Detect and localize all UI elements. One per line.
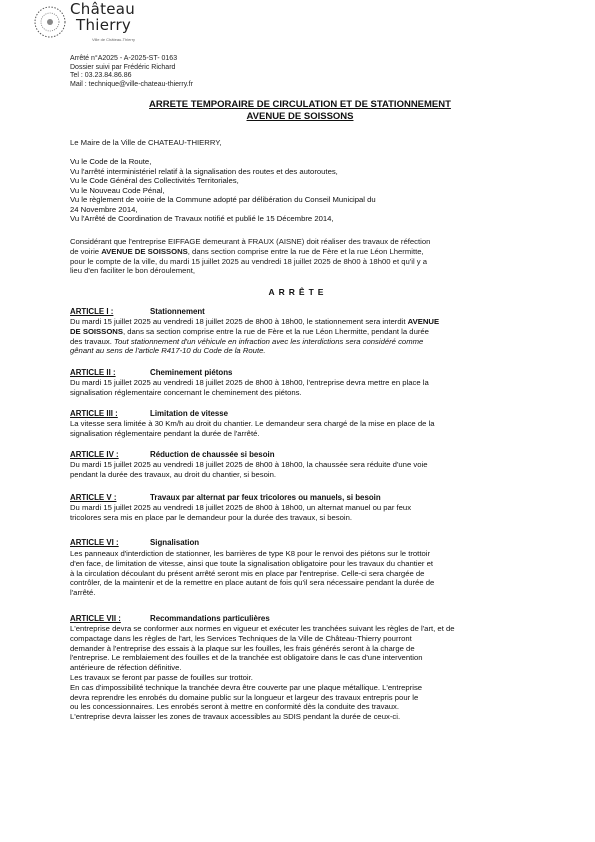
logo-text-line2: Thierry (76, 16, 132, 34)
reference-number: Arrêté n°A2025 - A-2025-ST- 0163 (70, 55, 178, 62)
intro-text: Le Maire de la Ville de CHATEAU-THIERRY, (70, 138, 222, 147)
document-subtitle: AVENUE DE SOISSONS (246, 111, 354, 122)
article-heading: ARTICLE VI : Signalisation (70, 538, 200, 547)
visa-line: Vu l'Arrêté de Coordination de Travaux notifié et publié le 15 Décembre 2014, (70, 214, 334, 223)
city-logo (32, 0, 172, 50)
document-title: ARRETE TEMPORAIRE DE CIRCULATION ET DE STATIONNEMENT (149, 99, 451, 110)
visa-line: 24 Novembre 2014, (70, 204, 138, 214)
article-body: La vitesse sera limitée à 30 Km/h au droit du chantier. Le demandeur sera chargé de la mise en place de la signalisation réglementaire pendant la durée de l'arrêté. (70, 419, 435, 438)
reference-mail: Mail : technique@ville-chateau-thierry.fr (70, 80, 193, 88)
visa-line: Vu le règlement de voirie de la Commune adopté par délibération du Conseil Municipal du (70, 195, 376, 204)
article-heading: ARTICLE I : Stationnement (70, 307, 205, 316)
article-body: Du mardi 15 juillet 2025 au vendredi 18 juillet 2025 de 8h00 à 18h00, un alternat manuel ou par feux tricolores sera mis en place par le demandeur pour la durée des travaux, si besoin. (70, 503, 412, 522)
article-body: L'entreprise devra se conformer aux normes en vigueur et exécuter les tranchées suivant les règles de l'art, et de compactage dans les règles de l'art, les Services Techniques de la Ville de Château-Thierry pourront demander à l'entreprise des essais à la plaque sur les fouilles, les frais générés seront à la charge de l'entreprise. Le remblaiement des fouilles et de la tranchée est obligatoire dans le cas d'une intervention antérieure de réfection définitive. Les travaux se feront par passe de fouilles sur trottoir. En cas d'impossibilité technique la tranchée devra être couverte par une plaque métallique. L'entreprise devra reprendre les enrobés du domaine public sur la longueur et largeur des travaux entrepris pour le ou les concessionnaires. Les enrobés seront à mettre en conformité dès la conduite des travaux. L'entreprise devra laisser les zones de travaux accessibles au SDIS pendant la durée de ceux-ci. (70, 624, 455, 722)
article-heading: ARTICLE VII : Recommandations particulières (70, 614, 270, 623)
arrete-heading: ARRÊTE (268, 287, 328, 297)
visa-line: Vu l'arrêté interministériel relatif à la signalisation des routes et des autoroutes, (70, 166, 338, 176)
visa-line: Vu le Code de la Route, (70, 157, 152, 166)
considerant-paragraph: Considérant que l'entreprise EIFFAGE demeurant à FRAUX (AISNE) doit réaliser des travaux de réfection de voirie AVENUE DE SOISSONS, dans section comprise entre la rue de Fère et la rue Léon Lhermitte, pour le compte de la ville, du mardi 15 juillet 2025 au vendredi 18 juillet 2025 de 8h00 à 18h00 et qu'il y a lieu d'en faciliter le bon déroulement, (70, 237, 431, 276)
article-heading: ARTICLE II : Cheminement piétons (70, 368, 233, 377)
article-body: Du mardi 15 juillet 2025 au vendredi 18 juillet 2025 de 8h00 à 18h00, la chaussée sera réduite d'une voie pendant la durée des travaux, au droit du chantier, si besoin. (70, 460, 428, 479)
article-body: Du mardi 15 juillet 2025 au vendredi 18 juillet 2025 de 8h00 à 18h00, le stationnement sera interdit AVENUE DE SOISSONS, dans sa section comprise entre la rue de Fère et la rue Léon Lhermitte, pendant la durée des travaux. Tout stationnement d'un véhicule en infraction avec les interdictions sera considéré comme gênant au sens de l'article R417-10 du Code de la Route. (70, 317, 440, 356)
article-heading: ARTICLE V : Travaux par alternat par feux tricolores ou manuels, si besoin (70, 493, 381, 502)
logo-tagline: Ville de Château-Thierry (92, 37, 136, 42)
logo-emblem-icon (32, 2, 68, 44)
article-body: Du mardi 15 juillet 2025 au vendredi 18 juillet 2025 de 8h00 à 18h00, l'entreprise devra mettre en place la signalisation réglementaire concernant le cheminement des piétons. (70, 378, 429, 397)
article-body: Les panneaux d'interdiction de stationner, les barrières de type K8 pour le renvoi des piétons sur le trottoir d'en face, de limitation de vitesse, ainsi que toute la signalisation obligatoire pour les travaux du chantier et à la circulation découlant du présent arrêté seront mis en place par l'entreprise. Celle-ci sera chargée de contrôler, de la maintenir et de la remettre en place autant de fois qu'il sera nécessaire pendant la durée de l'arrêté. (70, 549, 435, 598)
article-heading: ARTICLE III : Limitation de vitesse (70, 409, 229, 418)
visa-line: Vu le Nouveau Code Pénal, (70, 185, 165, 195)
reference-tel: Tel : 03.23.84.86.86 (70, 72, 132, 79)
article-heading: ARTICLE IV : Réduction de chaussée si besoin (70, 450, 275, 459)
visa-line: Vu le Code Général des Collectivités Territoriales, (70, 176, 239, 185)
reference-file: Dossier suivi par Frédéric Richard (70, 63, 176, 71)
reference-block (70, 55, 193, 89)
logo-text-line1: Château (70, 0, 136, 18)
